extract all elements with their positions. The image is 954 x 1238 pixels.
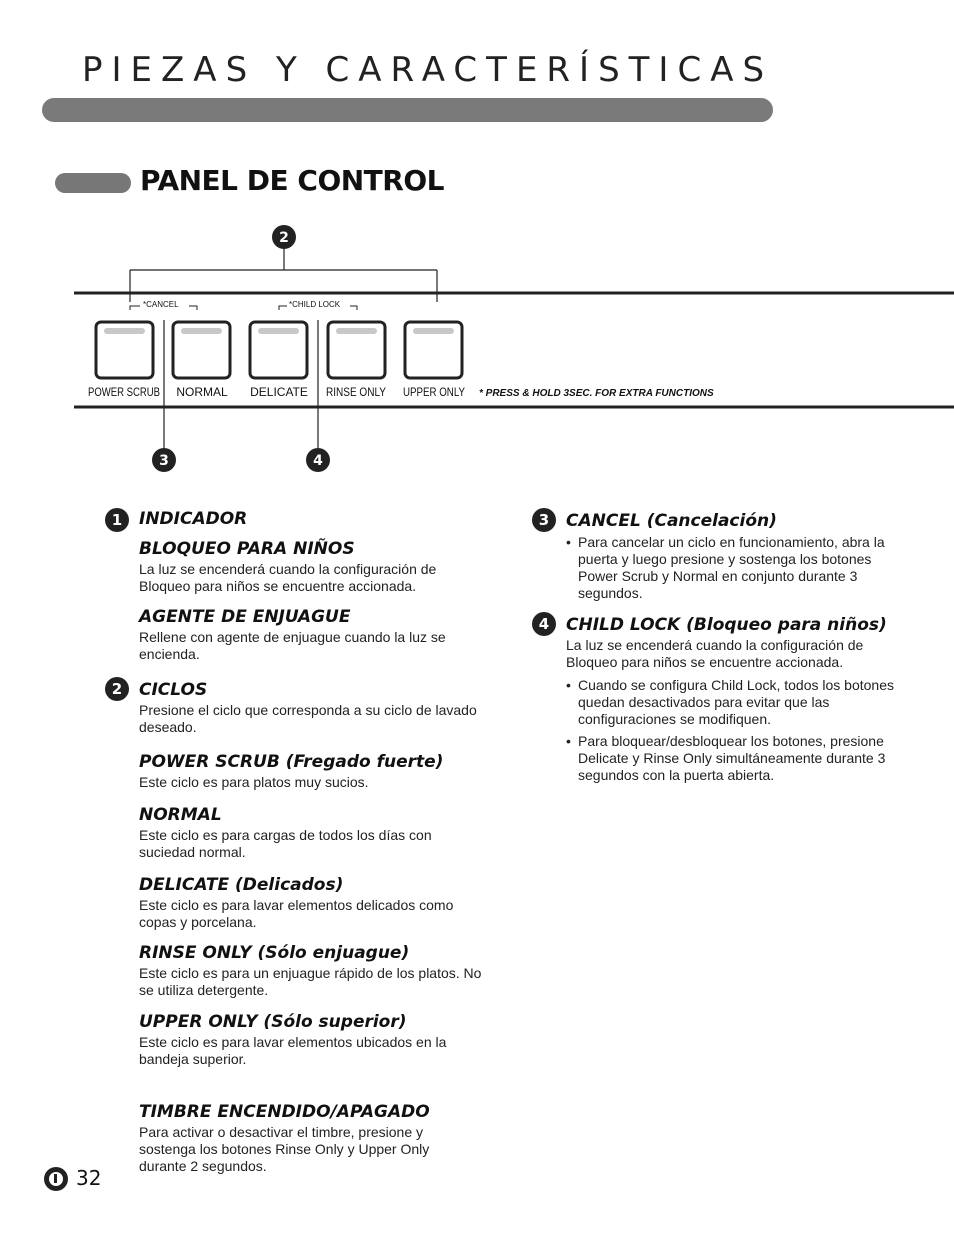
chime-text: Para activar o desactivar el timbre, presione y sostenga los botones Rinse Only y Upper Only durante 2 segundos. — [139, 1124, 430, 1174]
delicate-text: Este ciclo es para lavar elementos delicados como copas y porcelana. — [139, 897, 454, 930]
extra-functions-note: * PRESS & HOLD 3SEC. FOR EXTRA FUNCTIONS — [479, 388, 714, 399]
power-scrub-label: POWER SCRUB — [88, 385, 160, 399]
cancel-bullet: • Para cancelar un ciclo en funcionamiento, abra la puerta y luego presione y sostenga los botones Power Scrub y Normal en conjunto durante 3 segundos. — [566, 534, 896, 602]
panel-button-normal[interactable] — [173, 322, 230, 399]
item-badge-2: 2 — [105, 677, 129, 701]
page-header-title: PIEZAS Y CARACTERÍSTICAS — [82, 50, 774, 90]
cycles-title: CICLOS — [139, 680, 208, 700]
rinse-only-text: Este ciclo es para un enjuague rápido de los platos. No se utiliza detergente. — [139, 965, 482, 998]
section-pill — [55, 173, 131, 193]
rinse-only-block — [139, 942, 489, 999]
header-bar — [42, 98, 773, 122]
child-lock-bullet-2: • Para bloquear/desbloquear los botones, presione Delicate y Rinse Only simultáneamente durante 3 segundos con la puerta abierta. — [566, 733, 896, 784]
rinse-agent-text: Rellene con agente de enjuague cuando la luz se encienda. — [139, 629, 446, 662]
delicate-title: DELICATE (Delicados) — [139, 875, 344, 895]
item-badge-4: 4 — [532, 612, 556, 636]
power-scrub-text: Este ciclo es para platos muy sucios. — [139, 774, 369, 790]
child-lock-title: CHILD LOCK (Bloqueo para niños) — [566, 615, 887, 635]
rinse-agent-block — [139, 606, 489, 663]
child-lock-block — [566, 614, 896, 789]
child-lock-label: *CHILD LOCK — [289, 300, 341, 309]
cycles-text: Presione el ciclo que corresponda a su ciclo de lavado deseado. — [139, 702, 477, 735]
callout-3-number: 3 — [159, 453, 169, 469]
callout-2-number: 2 — [279, 230, 289, 246]
upper-only-title: UPPER ONLY (Sólo superior) — [139, 1012, 407, 1032]
indicator-title-1: INDICADOR — [139, 509, 248, 529]
chime-block — [139, 1101, 489, 1175]
item-badge-1: 1 — [105, 508, 129, 532]
upper-only-block — [139, 1011, 489, 1068]
section-title: PANEL DE CONTROL — [140, 164, 444, 197]
lg-logo-icon — [44, 1167, 68, 1191]
item-badge-3: 3 — [532, 508, 556, 532]
indicator-title-2: BLOQUEO PARA NIÑOS — [139, 539, 355, 559]
panel-button-delicate[interactable] — [250, 322, 308, 399]
upper-only-label: UPPER ONLY — [403, 385, 465, 399]
rinse-only-title: RINSE ONLY (Sólo enjuague) — [139, 943, 410, 963]
cancel-title: CANCEL (Cancelación) — [566, 511, 777, 531]
normal-title: NORMAL — [139, 805, 222, 825]
control-panel-diagram — [0, 220, 954, 480]
power-scrub-title: POWER SCRUB (Fregado fuerte) — [139, 752, 444, 772]
normal-text: Este ciclo es para cargas de todos los días con suciedad normal. — [139, 827, 432, 860]
rinse-agent-title: AGENTE DE ENJUAGUE — [139, 607, 351, 627]
callout-4-number: 4 — [313, 453, 323, 469]
cancel-label: *CANCEL — [143, 300, 179, 309]
indicator-text: La luz se encenderá cuando la configuración de Bloqueo para niños se encuentre accionada. — [139, 561, 437, 594]
child-lock-bullet-1: • Cuando se configura Child Lock, todos los botones quedan desactivados para evitar que las configuraciones se modifiquen. — [566, 677, 896, 728]
page-number: 32 — [76, 1166, 102, 1190]
normal-label: NORMAL — [176, 385, 228, 399]
power-scrub-block — [139, 751, 489, 791]
child-lock-text: La luz se encenderá cuando la configuración de Bloqueo para niños se encuentre accionada. — [566, 637, 864, 670]
panel-button-rinse-only[interactable] — [326, 322, 386, 399]
rinse-only-label: RINSE ONLY — [326, 385, 386, 399]
panel-button-power-scrub[interactable] — [88, 322, 160, 399]
cancel-block — [566, 510, 896, 607]
delicate-block — [139, 874, 489, 931]
normal-block — [139, 804, 489, 861]
delicate-label: DELICATE — [250, 385, 308, 399]
chime-title: TIMBRE ENCENDIDO/APAGADO — [139, 1102, 430, 1122]
upper-only-text: Este ciclo es para lavar elementos ubicados en la bandeja superior. — [139, 1034, 447, 1067]
cycles-block — [139, 679, 489, 736]
panel-button-upper-only[interactable] — [403, 322, 465, 399]
indicator-block — [139, 508, 489, 595]
